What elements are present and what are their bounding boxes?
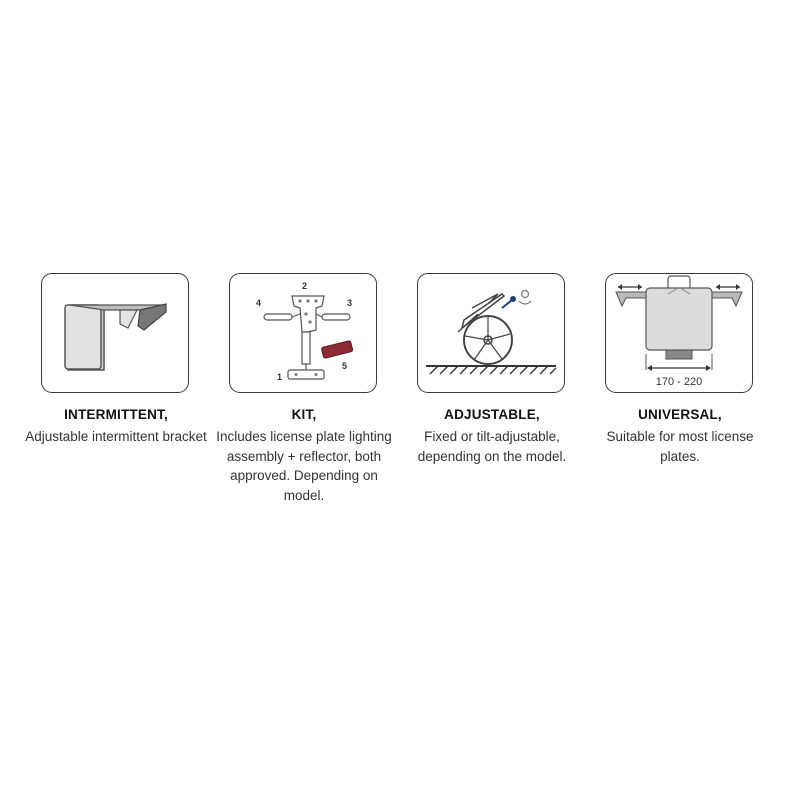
feature-title: INTERMITTENT, [64,407,168,422]
license-plate-shape [646,288,712,350]
feature-description: Includes license plate lighting assembly + reflector, both approved. Depending on model. [216,429,392,503]
universal-plate-icon [606,274,752,392]
feature-description: Suitable for most license plates. [606,429,754,464]
feature-title: UNIVERSAL, [638,407,722,422]
feature-title: ADJUSTABLE, [444,407,540,422]
kit-parts-icon [230,274,376,392]
adjustable-tilt-icon [418,274,564,392]
part-label-1: 1 [277,372,283,382]
feature-title: KIT, [291,407,317,422]
reflector-shape [321,341,353,359]
feature-description: Fixed or tilt-adjustable, depending on the model. [417,429,567,464]
adjustable-icon-box [417,273,565,393]
intermittent-icon-box [41,273,189,393]
universal-icon-box [605,273,753,393]
part-label-4: 4 [256,298,262,308]
part-label-5: 5 [342,361,348,371]
dimension-label: 170 - 220 [655,376,703,388]
kit-icon-box [229,273,377,393]
part-label-3: 3 [347,298,353,308]
feature-description: Adjustable intermittent bracket [25,429,207,444]
part-label-2: 2 [302,281,308,291]
intermittent-bracket-icon [42,274,188,392]
